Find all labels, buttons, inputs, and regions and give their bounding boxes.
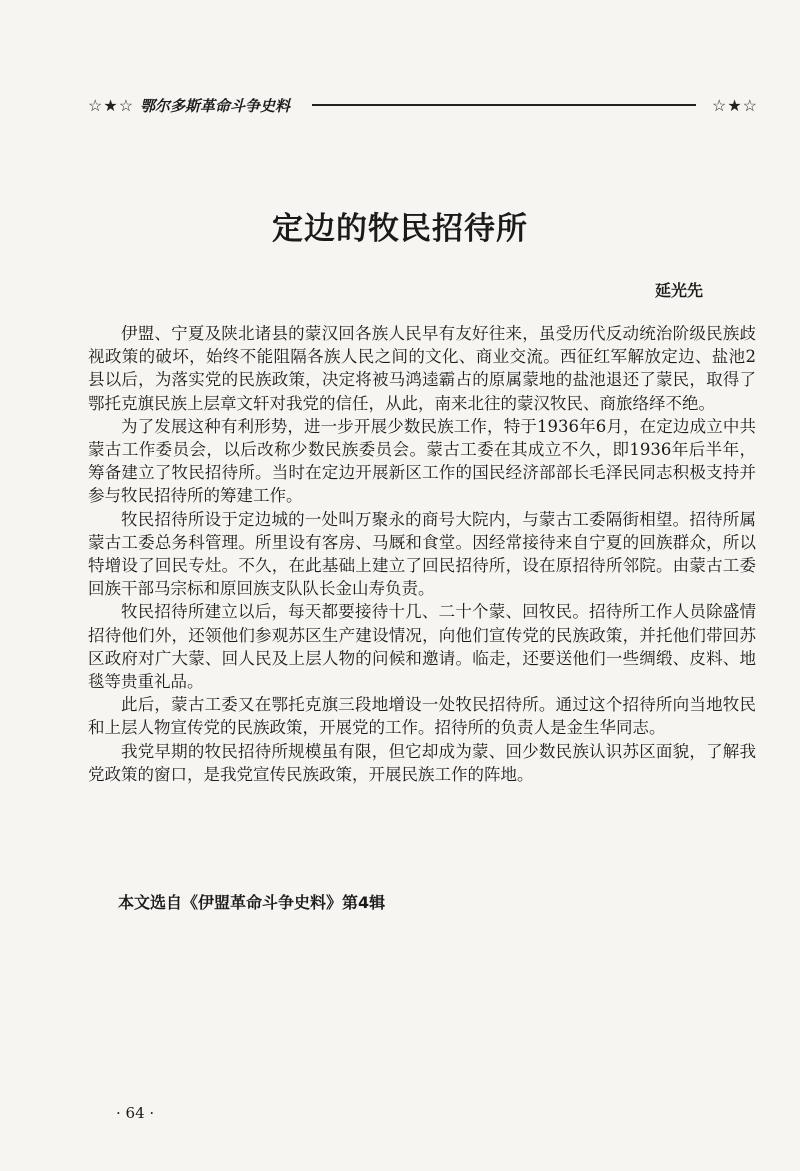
paragraph-6: 我党早期的牧民招待所规模虽有限，但它却成为蒙、回少数民族认识苏区面貌，了解我党政策的窗口，是我党宣传民族政策，开展民族工作的阵地。 [88,741,756,784]
paragraph-2: 为了发展这种有利形势，进一步开展少数民族工作，特于1936年6月，在定边成立中共蒙古工作委员会，以后改称少数民族委员会。蒙古工委在其成立不久，即1936年后半年，筹备建立了牧民招待所。当时在定边开展新区工作的国民经济部部长毛泽民同志积极支持并参与牧民招待所的筹建工作。 [88,416,756,506]
running-header [88,90,758,120]
article-title: 定边的牧民招待所 [272,211,528,247]
article-body [88,322,756,786]
series-title: 鄂尔多斯革命斗争史料 [140,96,291,115]
header-stars-left: ☆★☆ [88,95,135,115]
header-rule [312,104,696,106]
article-author: 延光先 [654,281,703,300]
paragraph-1: 伊盟、宁夏及陕北诸县的蒙汉回各族人民早有友好往来，虽受历代反动统治阶级民族歧视政策的破坏，始终不能阻隔各族人民之间的文化、商业交流。西征红军解放定边、盐池2县以后，为落实党的民族政策，决定将被马鸿逵霸占的原属蒙地的盐池退还了蒙民，取得了鄂托克旗民族上层章文轩对我党的信任，从此，南来北往的蒙汉牧民、商旅络绎不绝。 [88,324,756,413]
paragraph-5: 此后，蒙古工委又在鄂托克旗三段地增设一处牧民招待所。通过这个招待所向当地牧民和上层人物宣传党的民族政策，开展党的工作。招待所的负责人是金生华同志。 [88,695,756,738]
source-note: 本文选自《伊盟革命斗争史料》第4辑 [118,893,386,912]
page-number: · 64 · [116,1104,155,1122]
header-stars-right: ☆★☆ [711,95,758,115]
paragraph-4: 牧民招待所建立以后，每天都要接待十几、二十个蒙、回牧民。招待所工作人员除盛情招待他们外，还领他们参观苏区生产建设情况，向他们宣传党的民族政策，并托他们带回苏区政府对广大蒙、回人民及上层人物的问候和邀请。临走，还要送他们一些绸缎、皮料、地毯等贵重礼品。 [88,602,756,692]
paragraph-3: 牧民招待所设于定边城的一处叫万聚永的商号大院内，与蒙古工委隔街相望。招待所属蒙古工委总务科管理。所里设有客房、马厩和食堂。因经常接待来自宁夏的回族群众，所以特增设了回民专灶。不久，在此基础上建立了回民招待所，设在原招待所邻院。由蒙古工委回族干部马宗标和原回族支队队长金山寿负责。 [88,509,756,599]
